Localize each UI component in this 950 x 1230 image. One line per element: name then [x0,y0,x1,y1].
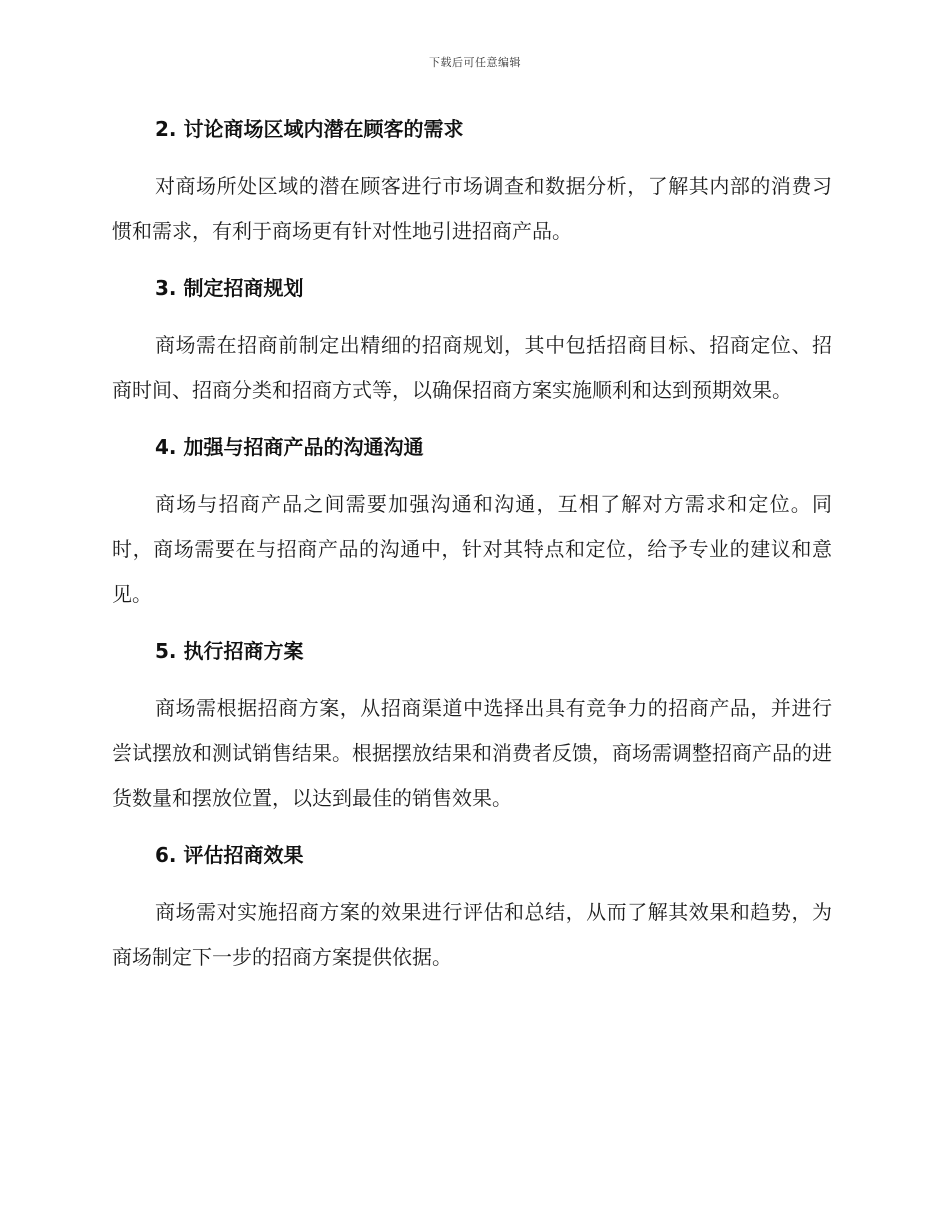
section-paragraph: 商场需在招商前制定出精细的招商规划，其中包括招商目标、招商定位、招商时间、招商分类和招商方式等，以确保招商方案实施顺利和达到预期效果。 [112,333,832,402]
section-4 [112,430,832,617]
section-paragraph: 对商场所处区域的潜在顾客进行市场调查和数据分析，了解其内部的消费习惯和需求，有利于商场更有针对性地引进招商产品。 [112,174,832,243]
section-heading: 5. 执行招商方案 [155,639,304,663]
section-heading: 6. 评估招商效果 [155,843,304,867]
section-5 [112,634,832,821]
document-content [112,112,832,997]
section-paragraph: 商场需根据招商方案，从招商渠道中选择出具有竞争力的招商产品，并进行尝试摆放和测试销售结果。根据摆放结果和消费者反馈，商场需调整招商产品的进货数量和摆放位置，以达到最佳的销售效果。 [112,696,832,810]
section-heading: 4. 加强与招商产品的沟通沟通 [155,435,424,459]
section-3 [112,271,832,413]
section-6 [112,838,832,980]
section-paragraph: 商场与招商产品之间需要加强沟通和沟通，互相了解对方需求和定位。同时，商场需要在与招商产品的沟通中，针对其特点和定位，给予专业的建议和意见。 [112,492,832,606]
section-2 [112,112,832,254]
section-heading: 2. 讨论商场区域内潜在顾客的需求 [155,117,464,141]
section-paragraph: 商场需对实施招商方案的效果进行评估和总结，从而了解其效果和趋势，为商场制定下一步的招商方案提供依据。 [112,900,832,969]
page-header-note: 下载后可任意编辑 [429,56,521,69]
section-heading: 3. 制定招商规划 [155,276,304,300]
